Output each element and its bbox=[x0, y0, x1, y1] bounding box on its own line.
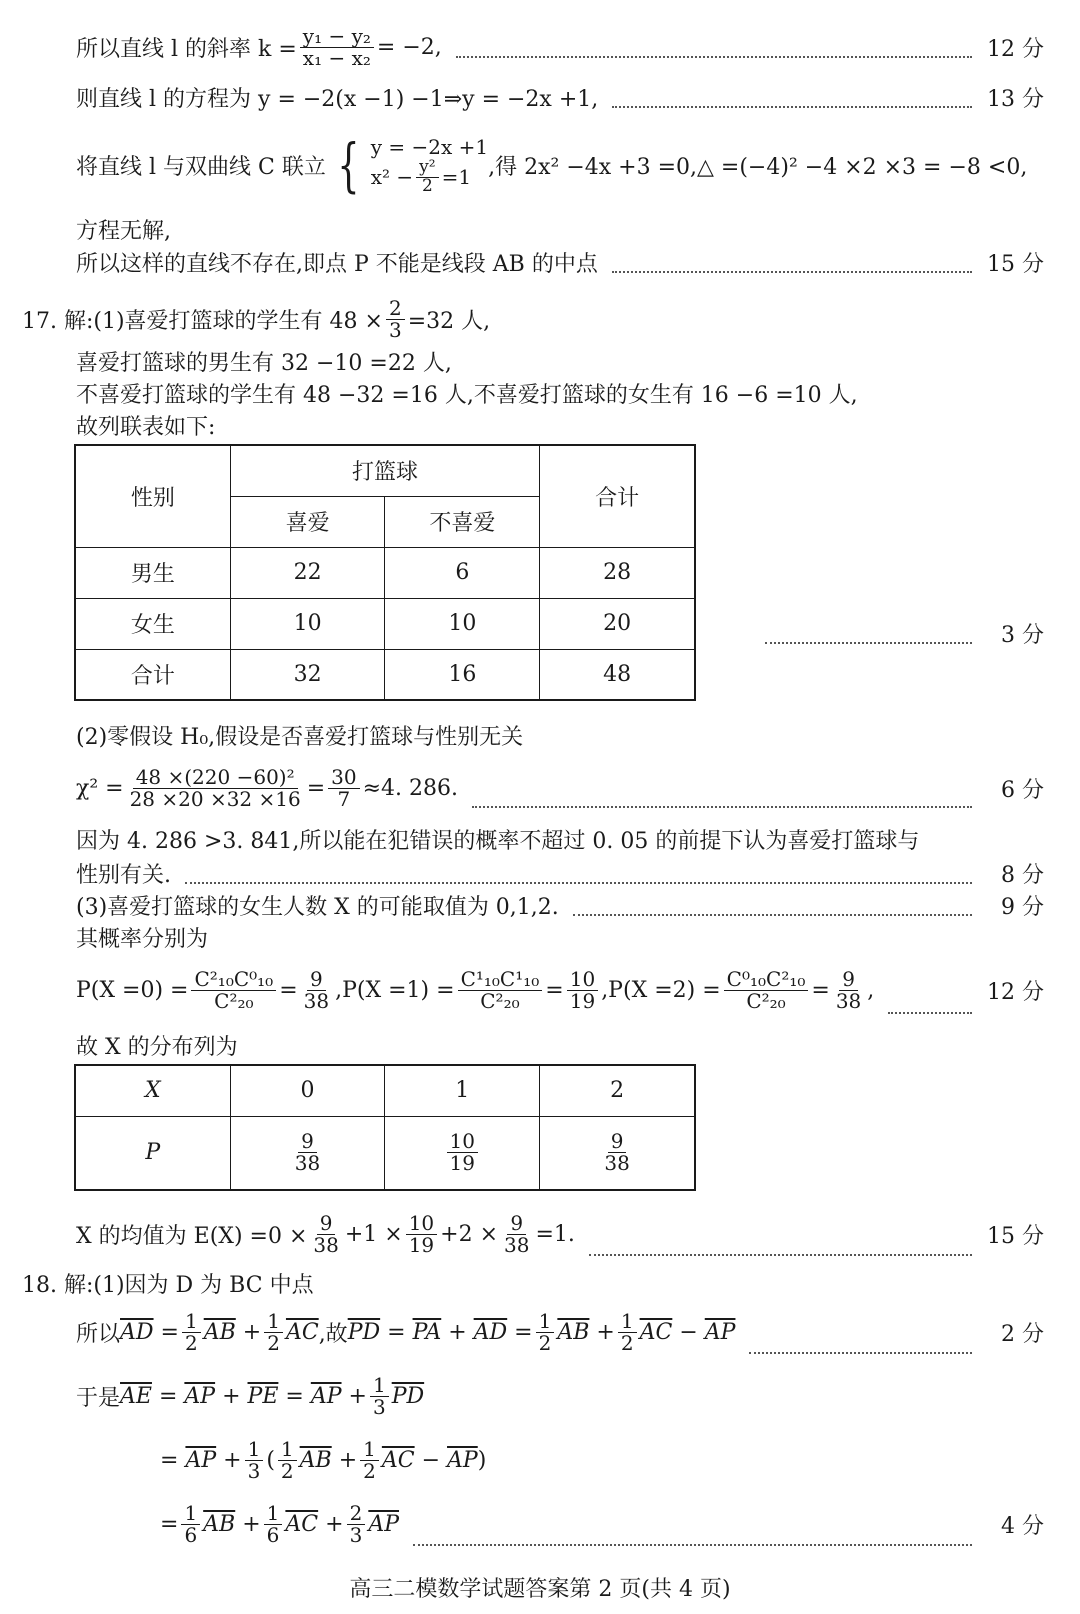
leader-dots bbox=[456, 56, 972, 58]
null-hypothesis: (2)零假设 H₀,假设是否喜爱打篮球与性别无关 bbox=[76, 724, 524, 750]
dist-intro: 故 X 的分布列为 bbox=[76, 1034, 238, 1060]
table-row: P $\frac{9}{38}$ $\frac{10}{19}$ $\frac{9}{38}$ bbox=[75, 1116, 695, 1190]
q18-vector-line1: 所以 $\overline{AD}$ = $\frac{1}{2}$ $\overline{AB}$ + $\frac{1}{2}$ $\overline{AC}$ ,故 $\overline{PD}$ = $\overline{PA}$ + $\overline{AD}$ = $\frac{1}{2}$ $\overline{AB}$ + $\frac{1}{2}$ $\overline{AC}$ − $\overline{AP}$ 2 分 bbox=[76, 1308, 1044, 1355]
q17-line2: 喜爱打篮球的男生有 32 −10 =22 人, bbox=[76, 350, 452, 376]
header-dislike: 不喜爱 bbox=[385, 496, 540, 547]
leader-dots bbox=[749, 1352, 972, 1354]
score: 3 分 bbox=[1001, 622, 1044, 648]
expectation-line: X 的均值为 E(X) =0 × $\frac{9}{38}$ +1 × $\frac{10}{19}$ +2 × $\frac{9}{38}$ =1. 15 分 bbox=[76, 1210, 1044, 1257]
score: 13 分 bbox=[987, 86, 1044, 112]
leader-dots bbox=[589, 1254, 972, 1256]
table-row: X 0 1 2 bbox=[75, 1065, 695, 1116]
q17-heading: 17. 解:(1)喜爱打篮球的学生有 48 × $\frac{2}{3}$ =32 人, bbox=[22, 295, 491, 342]
q18-vector-line3: = $\overline{AP}$ + $\frac{1}{3}$ ( $\frac{1}{2}$ $\overline{AB}$ + $\frac{1}{2}$ $\overline{AC}$ − $\overline{AP}$ ) bbox=[160, 1436, 487, 1483]
score: 8 分 bbox=[1001, 862, 1044, 888]
leader-dots bbox=[765, 642, 972, 644]
score: 15 分 bbox=[987, 1223, 1044, 1249]
table-row: 女生 10 10 20 bbox=[75, 598, 695, 649]
q17-line4: 故列联表如下: bbox=[76, 414, 216, 440]
score: 9 分 bbox=[1001, 894, 1044, 920]
prob-intro: 其概率分别为 bbox=[76, 926, 209, 952]
distribution-table bbox=[74, 1064, 696, 1191]
leader-dots bbox=[472, 806, 972, 808]
line-equation: 则直线 l 的方程为 y = −2(x −1) −1⇒y = −2x +1, 13 分 bbox=[76, 80, 1044, 114]
score: 12 分 bbox=[987, 36, 1044, 62]
score: 4 分 bbox=[1001, 1513, 1044, 1539]
score: 2 分 bbox=[1001, 1321, 1044, 1347]
part3-line: (3)喜爱打篮球的女生人数 X 的可能取值为 0,1,2. 9 分 bbox=[76, 888, 1044, 922]
chi-square-line: χ² = $\frac{\text{48 ×(220 −60)²}}{28 \times 20 \times 32 \times 16}$ = $\frac{30}{7}$ ≈4. 286. 6 分 bbox=[76, 764, 1044, 811]
table-row: 合计 32 16 48 bbox=[75, 649, 695, 700]
header-basketball: 打篮球 bbox=[230, 445, 540, 496]
header-total: 合计 bbox=[540, 445, 695, 547]
probabilities-line: P(X =0) = $\frac{\text{C²₁₀C⁰₁₀}}{\text{C²₂₀}}$ = $\frac{9}{38}$ ,P(X =1) = $\frac{\text{C¹₁₀C¹₁₀}}{\text{C²₂₀}}$ = $\frac{10}{19}$ ,P(X =2) = $\frac{\text{C⁰₁₀C²₁₀}}{\text{C²₂₀}}$ = $\frac{9}{38}$ , 12 分 bbox=[76, 966, 1044, 1013]
leader-dots bbox=[612, 271, 972, 273]
table-score-line bbox=[765, 616, 1044, 650]
score: 12 分 bbox=[987, 979, 1044, 1005]
conclusion-line: 所以这样的直线不存在,即点 P 不能是线段 AB 的中点 15 分 bbox=[76, 245, 1044, 279]
slope-line: 所以直线 l 的斜率 k = $\frac{\text{y₁ − y₂}}{\text{x₁ − x₂}}$ = −2, 12 分 bbox=[76, 23, 1044, 70]
page-footer: 高三二模数学试题答案第 2 页(共 4 页) bbox=[349, 1577, 731, 1602]
q18-heading: 18. 解:(1)因为 D 为 BC 中点 bbox=[22, 1272, 314, 1298]
score: 15 分 bbox=[987, 251, 1044, 277]
leader-dots bbox=[413, 1544, 972, 1546]
header-like: 喜爱 bbox=[230, 496, 385, 547]
q18-vector-line4: = $\frac{1}{6}$ $\overline{AB}$ + $\frac{1}{6}$ $\overline{AC}$ + $\frac{2}{3}$ $\overline{AP}$ 4 分 bbox=[160, 1500, 1044, 1547]
equation-system: { y = −2x +1 x² − $\frac{\text{y²}}{2}$ =1 bbox=[337, 131, 489, 199]
score: 6 分 bbox=[1001, 777, 1044, 803]
because-line2: 性别有关. 8 分 bbox=[76, 856, 1044, 890]
q17-line3: 不喜爱打篮球的学生有 48 −32 =16 人,不喜爱打篮球的女生有 16 −6 =10 人, bbox=[76, 382, 858, 408]
because-line1: 因为 4. 286 >3. 841,所以能在犯错误的概率不超过 0. 05 的前提下认为喜爱打篮球与 bbox=[76, 828, 920, 854]
contingency-table bbox=[74, 444, 696, 701]
system-line: 将直线 l 与双曲线 C 联立 { y = −2x +1 x² − $\frac{\text{y²}}{2}$ =1 ,得 2x² −4x +3 =0,△ =(−4)² −4 ×2 ×3 = −8 <0, bbox=[76, 131, 1028, 199]
leader-dots bbox=[185, 882, 972, 884]
leader-dots bbox=[612, 106, 972, 108]
leader-dots bbox=[888, 1012, 972, 1014]
slope-fraction: $\frac{\text{y₁ − y₂}}{\text{x₁ − x₂}}$ bbox=[300, 26, 374, 69]
header-gender: 性别 bbox=[75, 445, 230, 547]
brace-icon: { bbox=[337, 131, 360, 199]
q18-vector-line2: 于是 $\overline{AE}$ = $\overline{AP}$ + $\overline{PE}$ = $\overline{AP}$ + $\frac{1}{3}$ $\overline{PD}$ bbox=[76, 1372, 425, 1419]
leader-dots bbox=[573, 914, 972, 916]
table-row: 男生 22 6 28 bbox=[75, 547, 695, 598]
no-solution-line: 方程无解, bbox=[76, 218, 171, 244]
slope-text: 所以直线 l 的斜率 k = bbox=[76, 36, 297, 62]
